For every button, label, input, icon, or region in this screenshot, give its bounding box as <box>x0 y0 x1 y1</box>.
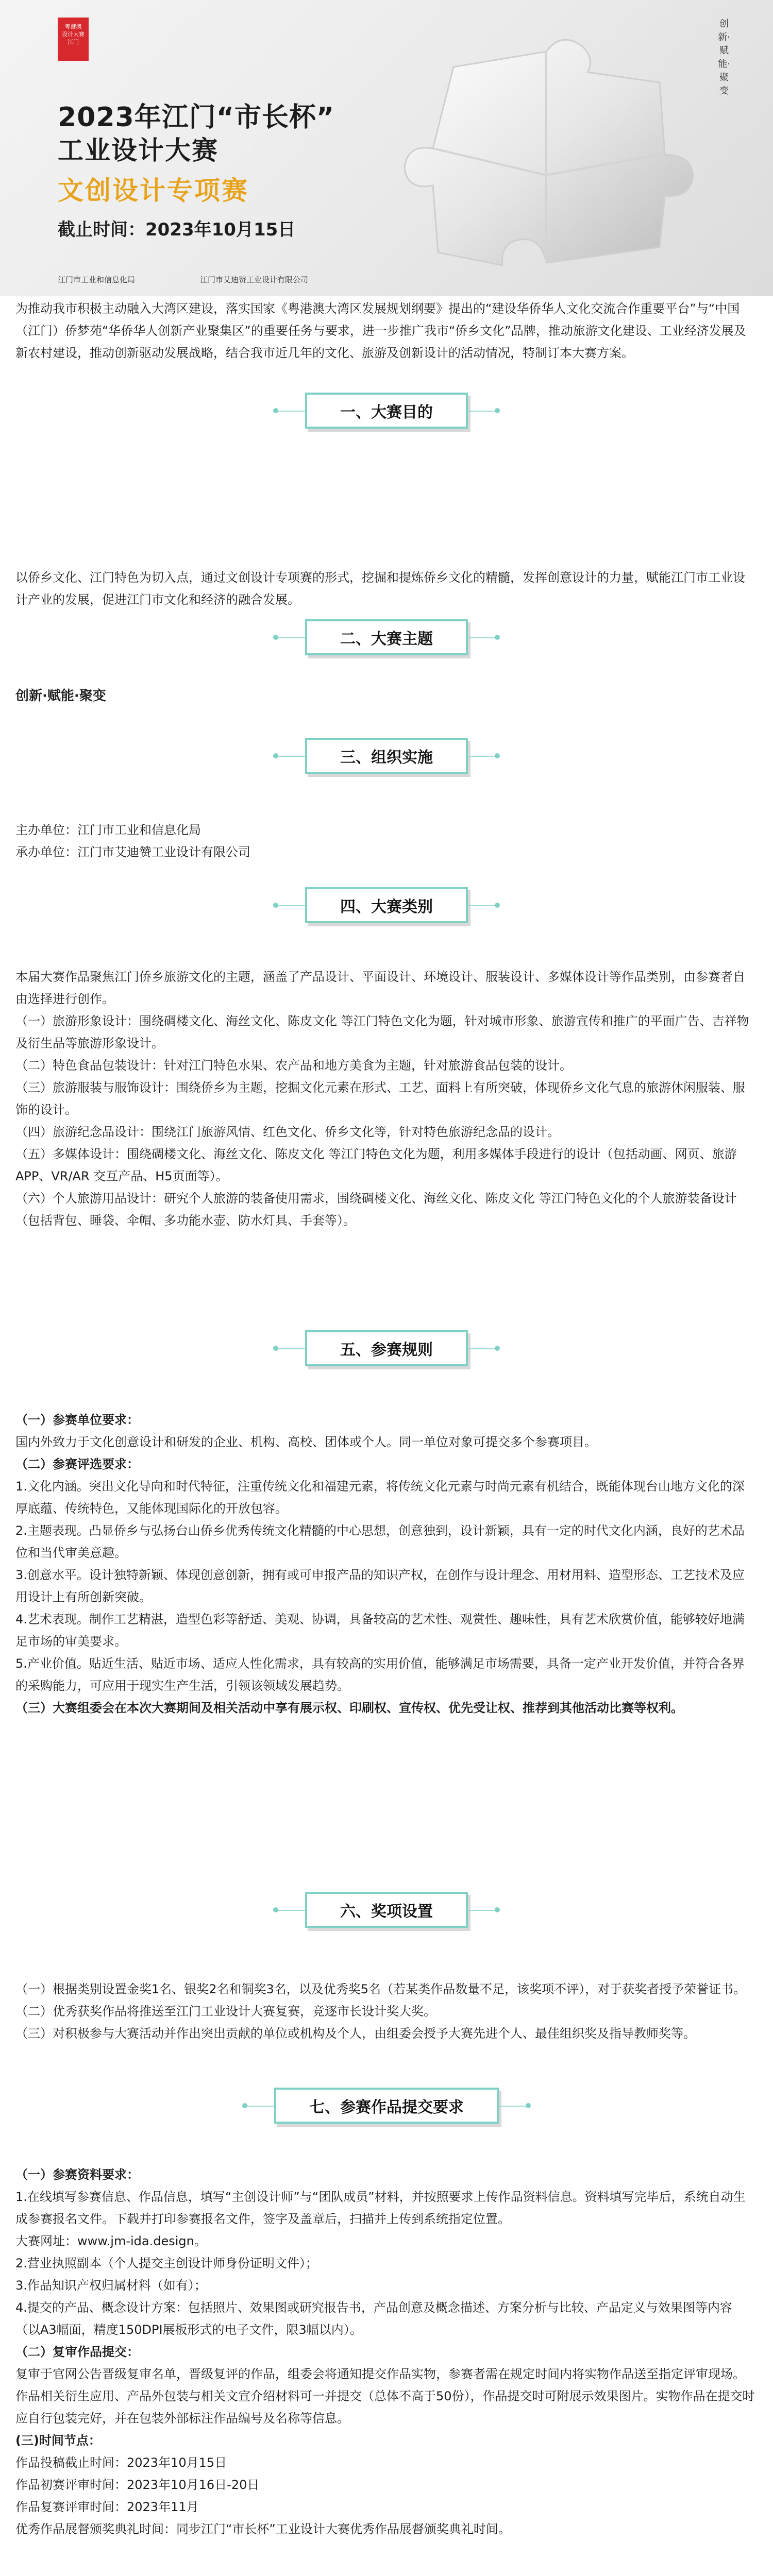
category-item: （三）旅游服装与服饰设计：围绕侨乡为主题，挖掘文化元素在形式、工艺、面料上有所突破，体现侨乡文化气息的旅游休闲服装、服饰的设计。 <box>15 1080 745 1117</box>
heading-theme: 二、大赛主题 <box>305 619 468 655</box>
intro-section <box>0 298 773 364</box>
purpose-section <box>0 567 773 611</box>
heading-line-right <box>468 637 495 638</box>
submission-paragraph: 2.营业执照副本（个人提交主创设计师身份证明文件）； <box>15 2256 318 2270</box>
heading-dot-right <box>526 2103 531 2108</box>
awards-section <box>0 1978 773 2045</box>
rules-paragraph: 1.文化内涵。突出文化导向和时代特征，注重传统文化和福建元素，将传统文化元素与时尚元素有机结合，既能体现台山地方文化的深厚底蕴、传统特色，又能体现国际化的开放包容。 <box>15 1479 745 1516</box>
rules-paragraph: 国内外致力于文化创意设计和研发的企业、机构、高校、团体或个人。同一单位对象可提交多个参赛项目。 <box>15 1435 597 1449</box>
banner-side-slogan: 创新·赋能·聚变 <box>718 19 730 96</box>
heading-awards-wrap <box>0 1880 773 1937</box>
theme-text: 创新·赋能·聚变 <box>15 688 106 704</box>
heading-line-right <box>499 2106 526 2107</box>
submission-subheading: （一）参赛资料要求： <box>15 2167 139 2182</box>
heading-line-right <box>468 1910 495 1911</box>
heading-categories: 四、大赛类别 <box>305 887 468 923</box>
category-item: （四）旅游纪念品设计：围绕江门旅游风情、红色文化、侨乡文化等，针对特色旅游纪念品的设计。 <box>15 1125 560 1139</box>
award-item: （一）根据类别设置金奖1名、银奖2名和铜奖3名，以及优秀奖5名（若某类作品数量不足，该奖项不评），对于获奖者授予荣誉证书。 <box>15 1982 746 1996</box>
heading-dot-left <box>273 1346 278 1351</box>
award-item: （二）优秀获奖作品将推送至江门工业设计大赛复赛，竞逐市长设计奖大奖。 <box>15 2004 436 2019</box>
category-intro: 本届大赛作品聚焦江门侨乡旅游文化的主题，涵盖了产品设计、平面设计、环境设计、服装设计、多媒体设计等作品类别，由参赛者自由选择进行创作。 <box>15 970 745 1006</box>
rules-paragraph: 5.产业价值。贴近生活、贴近市场、适应人性化需求，具有较高的实用价值，能够满足市场需要，具备一定产业开发价值，并符合各界的采购能力，可应用于现实生产生活，引领该领域发展趋势。 <box>15 1656 745 1693</box>
puzzle-illustration <box>392 21 711 278</box>
rules-section <box>0 1409 773 1719</box>
heading-dot-left <box>273 408 278 413</box>
theme-section <box>0 685 773 707</box>
category-item: （五）多媒体设计：围绕碉楼文化、海丝文化、陈皮文化 等江门特色文化为题，利用多媒体手段进行的设计（包括动画、网页、旅游APP、VR/AR 交互产品、H5页面等）。 <box>15 1147 737 1183</box>
heading-rules: 五、参赛规则 <box>305 1330 468 1366</box>
submission-subheading: （二）复审作品提交： <box>15 2345 139 2359</box>
heading-submission: 七、参赛作品提交要求 <box>274 2088 499 2124</box>
timeline-item: 优秀作品展督颁奖典礼时间：同步江门“市长杯”工业设计大赛优秀作品展督颁奖典礼时间。 <box>15 2522 511 2536</box>
intro-paragraph: 为推动我市积极主动融入大湾区建设，落实国家《粤港澳大湾区发展规划纲要》提出的“建设华侨华人文化交流合作重要平台”与“中国（江门）侨梦苑“华侨华人创新产业聚集区”的重要任务与要求，进一步推广我市“侨乡文化”品牌，推动旅游文化建设、工业经济发展及新农村建设，推动创新驱动发展战略，结合我市近几年的文化、旅游及创新设计的活动情况，特制订本大赛方案。 <box>15 301 746 360</box>
category-item: （一）旅游形象设计：围绕碉楼文化、海丝文化、陈皮文化 等江门特色文化为题，针对城市形象、旅游宣传和推广的平面广告、吉祥物及衍生品等旅游形象设计。 <box>15 1014 749 1050</box>
heading-dot-right <box>495 408 500 413</box>
banner-title-line2: 工业设计大赛 <box>58 135 219 165</box>
heading-line-right <box>468 1348 495 1349</box>
heading-dot-right <box>495 635 500 640</box>
rules-paragraph: 2.主题表现。凸显侨乡与弘扬台山侨乡优秀传统文化精髓的中心思想，创意独到，设计新颖，具有一定的时代文化内涵，良好的艺术品位和当代审美意趣。 <box>15 1523 745 1560</box>
heading-dot-left <box>273 903 278 908</box>
category-item: （六）个人旅游用品设计：研究个人旅游的装备使用需求，围绕碉楼文化、海丝文化、陈皮文化 等江门特色文化的个人旅游装备设计（包括背包、睡袋、伞帽、多功能水壶、防水灯具、手套等）。 <box>15 1191 737 1228</box>
heading-line-left <box>278 637 305 638</box>
submission-website: 大赛网址：www.jm-ida.design。 <box>15 2234 207 2248</box>
banner-deadline: 截止时间：2023年10月15日 <box>58 219 296 240</box>
heading-line-right <box>468 756 495 757</box>
banner-title-line1: 2023年江门“市长杯” <box>58 102 335 133</box>
award-item: （三）对积极参与大赛活动并作出突出贡献的单位或机构及个人，由组委会授予大赛先进个人、最佳组织奖及指导教师奖等。 <box>15 2026 696 2041</box>
heading-purpose: 一、大赛目的 <box>305 393 468 429</box>
timeline-item: 作品投稿截止时间：2023年10月15日 <box>15 2455 227 2470</box>
heading-organization-wrap <box>0 726 773 783</box>
rules-subheading: （二）参赛评选要求： <box>15 1457 139 1471</box>
contest-logo: 粤港澳 设计大赛 江门 <box>58 18 89 61</box>
banner-subtitle: 文创设计专项赛 <box>58 176 249 206</box>
organization-section <box>0 819 773 863</box>
rules-paragraph: 3.创意水平。设计独特新颖、体现创意创新，拥有或可申报产品的知识产权，在创作与设计理念、用材用料、造型形态、工艺技术及应用设计上有所创新突破。 <box>15 1568 745 1604</box>
submission-section <box>0 2164 773 2540</box>
banner-organizer-right: 江门市艾迪赞工业设计有限公司 <box>200 275 309 284</box>
heading-dot-left <box>273 1907 278 1912</box>
heading-line-left <box>278 1910 305 1911</box>
heading-dot-right <box>495 1907 500 1912</box>
submission-paragraph: 3.作品知识产权归属材料（如有）； <box>15 2278 207 2293</box>
heading-rules-wrap <box>0 1319 773 1376</box>
organizer-undertaker: 承办单位：江门市艾迪赞工业设计有限公司 <box>15 845 250 859</box>
timeline-item: 作品复赛评审时间：2023年11月 <box>15 2500 199 2514</box>
rules-paragraph: 4.艺术表现。制作工艺精湛，造型色彩等舒适、美观、协调，具备较高的艺术性、观赏性、趣味性，具有艺术欣赏价值，能够较好地满足市场的审美要求。 <box>15 1612 745 1649</box>
hero-banner <box>0 0 773 296</box>
heading-dot-left <box>273 753 278 758</box>
heading-line-right <box>468 905 495 906</box>
banner-organizer-left: 江门市工业和信息化局 <box>58 275 136 284</box>
rules-subheading: （三）大赛组委会在本次大赛期间及相关活动中享有展示权、印刷权、宣传权、优先受让权、推荐到其他活动比赛等权利。 <box>15 1701 683 1715</box>
category-item: （二）特色食品包装设计：针对江门特色水果、农产品和地方美食为主题，针对旅游食品包装的设计。 <box>15 1058 572 1073</box>
heading-dot-left <box>242 2103 247 2108</box>
purpose-paragraph: 以侨乡文化、江门特色为切入点，通过文创设计专项赛的形式，挖掘和提炼侨乡文化的精髓，发挥创意设计的力量，赋能江门市工业设计产业的发展，促进江门市文化和经济的融合发展。 <box>15 570 745 607</box>
timeline-item: 作品初赛评审时间：2023年10月16日-20日 <box>15 2478 260 2492</box>
heading-organization: 三、组织实施 <box>305 738 468 774</box>
heading-submission-wrap <box>0 2076 773 2133</box>
heading-line-left <box>278 905 305 906</box>
heading-dot-right <box>495 1346 500 1351</box>
heading-awards: 六、奖项设置 <box>305 1892 468 1928</box>
heading-purpose-wrap <box>0 381 773 438</box>
heading-line-left <box>278 756 305 757</box>
heading-dot-right <box>495 903 500 908</box>
categories-section <box>0 966 773 1232</box>
heading-line-left <box>278 1348 305 1349</box>
submission-paragraph: 复审于官网公告晋级复审名单，晋级复评的作品，组委会将通知提交作品实物，参赛者需在规定时间内将实物作品送至指定评审现场。 <box>15 2367 745 2381</box>
rules-subheading: （一）参赛单位要求： <box>15 1413 139 1427</box>
organizer-host: 主办单位：江门市工业和信息化局 <box>15 823 201 837</box>
submission-paragraph: 1.在线填写参赛信息、作品信息，填写“主创设计师”与“团队成员”材料，并按照要求上传作品资料信息。资料填写完毕后，系统自动生成参赛报名文件。下载并打印参赛报名文件，签字及盖章后，扫描并上传到系统指定位置。 <box>15 2190 746 2226</box>
heading-dot-right <box>495 753 500 758</box>
heading-line-left <box>247 2106 274 2107</box>
heading-categories-wrap <box>0 876 773 933</box>
heading-line-left <box>278 411 305 412</box>
heading-dot-left <box>273 635 278 640</box>
heading-theme-wrap <box>0 608 773 665</box>
submission-paragraph: 作品相关衍生应用、产品外包装与相关文宣介绍材料可一并提交（总体不高于50份），作品提交时可附展示效果图片。实物作品在提交时应自行包装完好，并在包装外部标注作品编号及名称等信息。 <box>15 2389 755 2426</box>
submission-subheading: (三)时间节点： <box>15 2433 101 2448</box>
heading-line-right <box>468 411 495 412</box>
submission-paragraph: 4.提交的产品、概念设计方案：包括照片、效果图或研究报告书，产品创意及概念描述、方案分析与比较、产品定义与效果图等内容（以A3幅面，精度150DPI展板形式的电子文件，限3幅以内）。 <box>15 2300 732 2337</box>
